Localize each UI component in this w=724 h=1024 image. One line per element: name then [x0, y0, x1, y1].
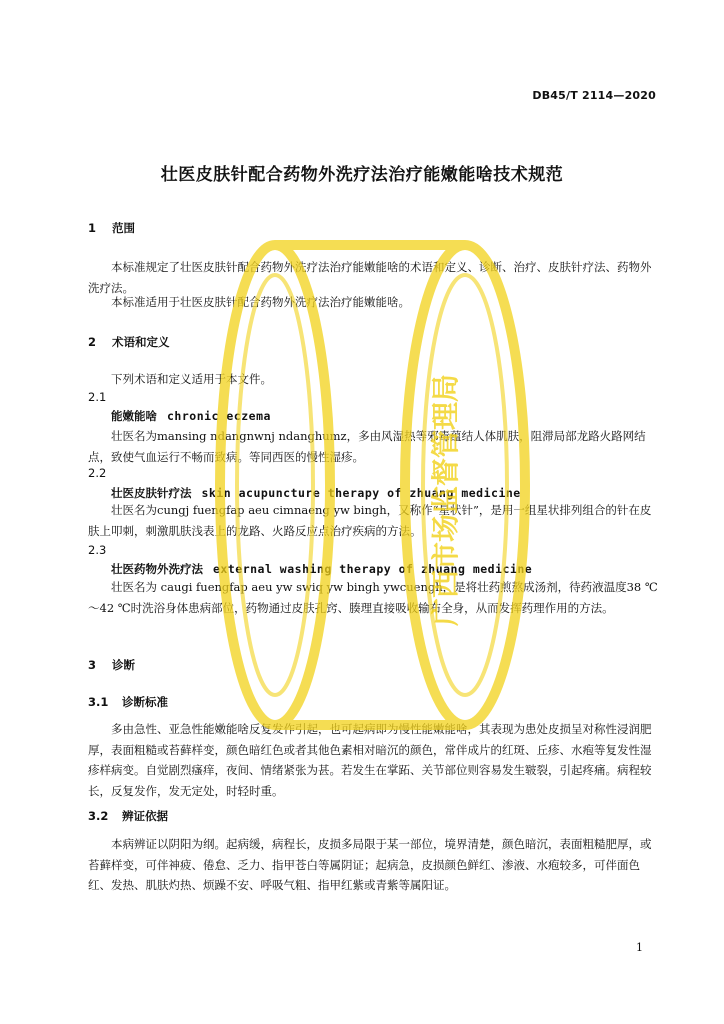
scope-paragraph-1: 本标准规定了壮医皮肤针配合药物外洗疗法治疗能嫩能啥的术语和定义、诊断、治疗、皮肤针疗法、药物外洗疗法。: [88, 260, 652, 295]
term-number: 2.3: [88, 543, 107, 557]
section-title: 诊断标准: [122, 695, 169, 709]
section-number: 3.1: [88, 695, 109, 709]
term-heading: [111, 561, 532, 577]
term-definition: 壮医名为 caugi fuengfap aeu yw swiq yw bingh ywcuengh，是将壮药煎熬成汤剂，待药液温度38 ℃～42 ℃时洗浴身体患病部位，药物通过皮肤孔窍、腠理直接吸收输布全身，从而发挥药理作用的方法。: [88, 580, 658, 615]
term-heading: [111, 408, 271, 424]
term-en: skin acupuncture therapy of zhuang medicine: [201, 486, 521, 500]
term-definition: 壮医名为cungj fuengfap aeu cimnaeng yw bingh，又称作“星状针”，是用一组星状排列组合的针在皮肤上叩刺，刺激肌肤浅表上的龙路、火路反应点治疗疾病的方法。: [88, 503, 652, 538]
document-title: 壮医皮肤针配合药物外洗疗法治疗能嫩能啥技术规范: [160, 165, 564, 185]
section-number: 1: [88, 221, 97, 235]
differentiation-paragraph: 本病辨证以阴阳为纲。起病缓，病程长，皮损多局限于某一部位，境界清楚，颜色暗沉，表面粗糙肥厚，或苔藓样变，可伴神疲、倦怠、乏力、指甲苍白等属阴证；起病急，皮损颜色鲜红、渗液、水疱较多，可伴面色红、发热、肌肤灼热、烦躁不安、呼吸气粗、指甲红紫或青紫等属阳证。: [88, 837, 652, 892]
section-number: 3: [88, 658, 97, 672]
page-number: 1: [636, 941, 643, 954]
term-en: chronic eczema: [167, 409, 271, 423]
document-code: DB45/T 2114—2020: [532, 89, 656, 102]
section-title: 辨证依据: [122, 809, 169, 823]
watermark-text: 广西市场监督管理局: [429, 373, 462, 627]
section-1-heading: [88, 220, 135, 236]
term-heading: [111, 485, 521, 501]
section-title: 范围: [112, 221, 136, 235]
section-3-1-heading: [88, 694, 168, 710]
diagnosis-criteria-paragraph: 多由急性、亚急性能嫩能啥反复发作引起，也可起病即为慢性能嫩能啥，其表现为患处皮损呈对称性浸润肥厚，表面粗糙或苔藓样变，颜色暗红色或者其他色素相对暗沉的颜色，常伴成片的红斑、丘疹、水疱等复发性湿疹样病变。自觉剧烈瘙痒，夜间、情绪紧张为甚。若发生在掌跖、关节部位则容易发生皲裂，引起疼痛。病程较长，反复发作，发无定处，时轻时重。: [88, 722, 652, 798]
term-cn: 壮医皮肤针疗法: [111, 486, 192, 500]
section-title: 诊断: [112, 658, 136, 672]
section-number: 2: [88, 335, 97, 349]
section-3-heading: [88, 657, 135, 673]
term-definition: 壮医名为mansing ndangnwnj ndanghumz，多由风湿热等邪毒蕴结人体肌肤，阻滞局部龙路火路网结点，致使气血运行不畅而致病。等同西医的慢性湿疹。: [88, 429, 646, 464]
section-2-heading: [88, 334, 170, 350]
term-en: external washing therapy of zhuang medicine: [213, 562, 533, 576]
terms-intro: 下列术语和定义适用于本文件。: [111, 372, 272, 386]
section-number: 3.2: [88, 809, 109, 823]
term-number: 2.1: [88, 390, 107, 404]
term-cn: 壮医药物外洗疗法: [111, 562, 203, 576]
section-3-2-heading: [88, 808, 168, 824]
section-title: 术语和定义: [112, 335, 170, 349]
term-number: 2.2: [88, 466, 107, 480]
scope-paragraph-2: 本标准适用于壮医皮肤针配合药物外洗疗法治疗能嫩能啥。: [111, 295, 410, 309]
term-cn: 能嫩能啥: [111, 409, 157, 423]
